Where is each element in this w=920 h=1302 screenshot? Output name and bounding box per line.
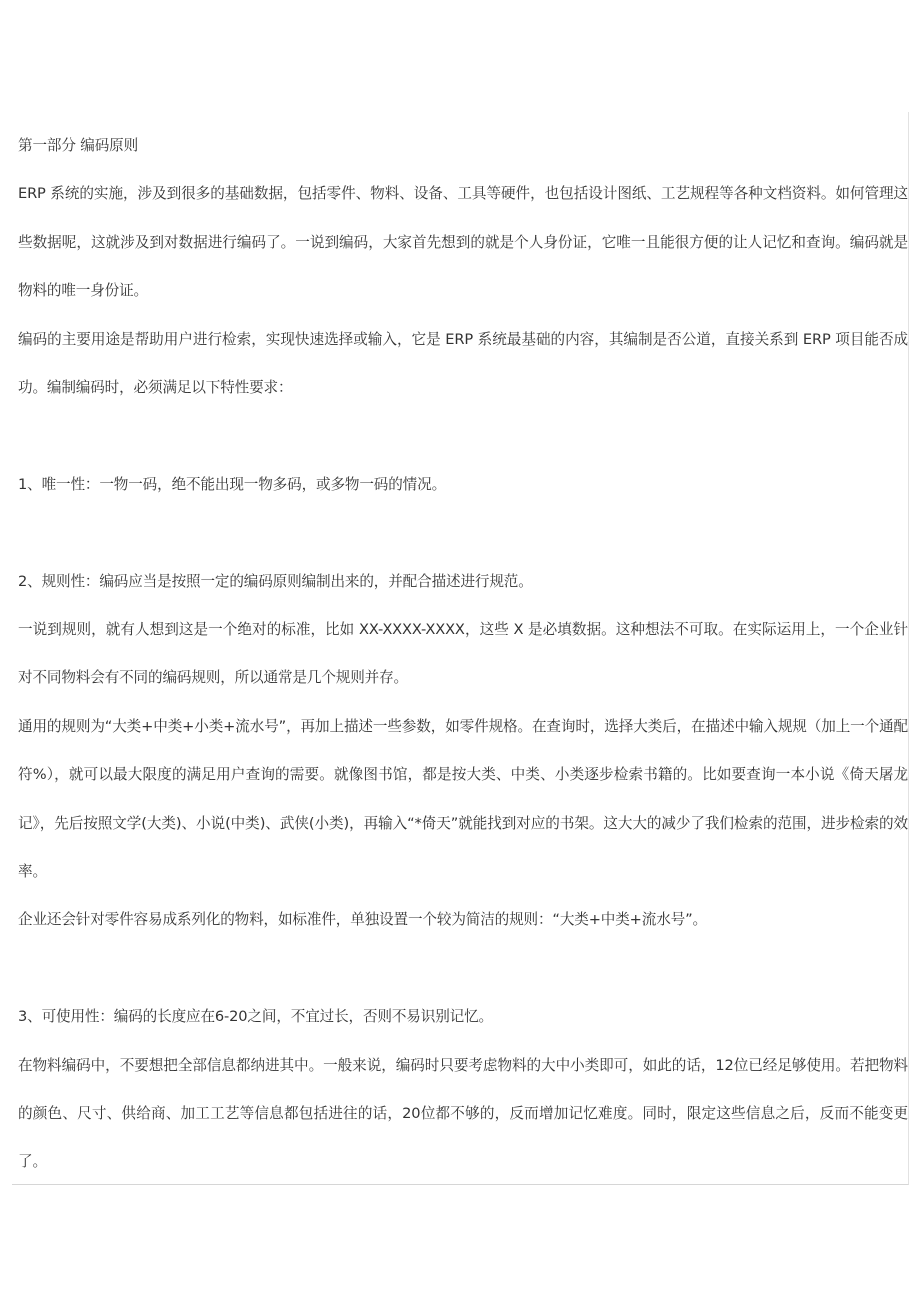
section-heading: 第一部分 编码原则 — [18, 137, 139, 154]
rule-uniqueness: 1、唯一性：一物一码，绝不能出现一物多码，或多物一码的情况。 — [18, 475, 447, 493]
paragraph-rule2-detail-2: 通用的规则为“大类+中类+小类+流水号”，再加上描述一些参数，如零件规格。在查询时，选择大类后，在描述中输入规规（加上一个通配符%），就可以最大限度的满足用户查询的需要。就像图书馆，都是按大类、中类、小类逐步检索书籍的。比如要查询一本小说《倚天屠龙记》，先后按照文学(大类)、小说(中类)、武侠(小类)，再输入“*倚天”就能找到对应的书架。这大大的减少了我们检索的范围，进步检索的效率。 — [18, 717, 908, 881]
blank-line — [18, 945, 908, 993]
blank-line — [18, 509, 908, 557]
rule-regularity: 2、规则性：编码应当是按照一定的编码原则编制出来的，并配合描述进行规范。 — [18, 572, 533, 590]
rule-usability: 3、可使用性：编码的长度应在6-20之间，不宜过长，否则不易识别记忆。 — [18, 1008, 493, 1026]
paragraph-intro-2: 编码的主要用途是帮助用户进行检索，实现快速选择或输入，它是 ERP 系统最基础的内容，其编制是否公道，直接关系到 ERP 项目能否成功。编制编码时，必须满足以下特性要求： — [18, 330, 908, 397]
document-body — [18, 122, 908, 1187]
paragraph-rule2-detail-3: 企业还会针对零件容易成系列化的物料，如标准件，单独设置一个较为简洁的规则：“大类+中类+流水号”。 — [18, 911, 707, 929]
blank-line — [18, 412, 908, 460]
paragraph-rule2-detail-1: 一说到规则，就有人想到这是一个绝对的标准，比如 XX-XXXX-XXXX，这些 X 是必填数据。这种想法不可取。在实际运用上，一个企业针对不同物料会有不同的编码规则，所以通常是几个规则并存。 — [18, 621, 908, 687]
paragraph-intro-1: ERP 系统的实施，涉及到很多的基础数据，包括零件、物料、设备、工具等硬件，也包括设计图纸、工艺规程等各种文档资料。如何管理这些数据呢，这就涉及到对数据进行编码了。一说到编码，大家首先想到的就是个人身份证，它唯一且能很方便的让人记忆和查询。编码就是物料的唯一身份证。 — [18, 185, 908, 300]
paragraph-rule3-detail-1: 在物料编码中，不要想把全部信息都纳进其中。一般来说，编码时只要考虑物料的大中小类即可，如此的话，12位已经足够使用。若把物料的颜色、尺寸、供给商、加工工艺等信息都包括进往的话，20位都不够的，反而增加记忆难度。同时，限定这些信息之后，反而不能变更了。 — [18, 1056, 908, 1171]
